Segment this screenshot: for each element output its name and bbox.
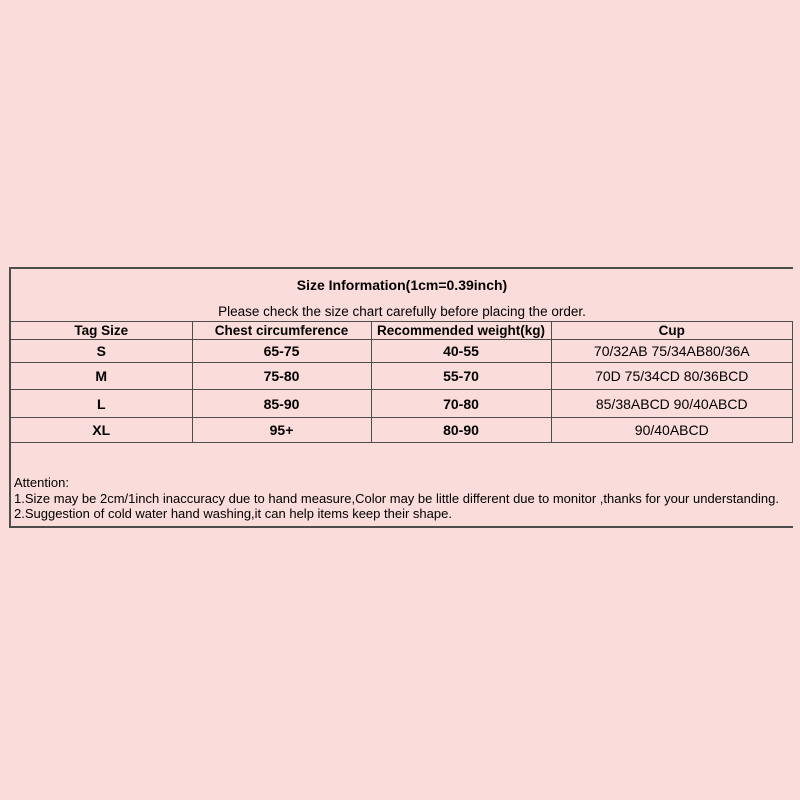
weight-cell: 80-90 (371, 418, 551, 443)
attention-note-2: 2.Suggestion of cold water hand washing,it can help items keep their shape. (14, 506, 452, 521)
tag-size-cell: S (11, 340, 192, 363)
header-cell-tag-size: Tag Size (11, 322, 192, 340)
size-chart-subtitle: Please check the size chart carefully before placing the order. (218, 304, 586, 319)
chest-cell: 65-75 (192, 340, 371, 363)
cup-cell: 70/32AB 75/34AB80/36A (551, 340, 793, 363)
table-row-m (11, 363, 793, 390)
attention-section (11, 443, 793, 522)
table-row-l (11, 390, 793, 418)
size-table (11, 321, 793, 443)
size-chart-title: Size Information(1cm=0.39inch) (296, 277, 508, 293)
weight-cell: 55-70 (371, 363, 551, 390)
size-chart-box (9, 267, 793, 528)
header-cell-chest-circumference: Chest circumference (192, 322, 371, 340)
cup-cell: 85/38ABCD 90/40ABCD (551, 390, 793, 418)
chest-cell: 95+ (192, 418, 371, 443)
weight-cell: 40-55 (371, 340, 551, 363)
chest-cell: 75-80 (192, 363, 371, 390)
size-chart-header (11, 269, 793, 321)
chest-cell: 85-90 (192, 390, 371, 418)
weight-cell: 70-80 (371, 390, 551, 418)
tag-size-cell: XL (11, 418, 192, 443)
header-cell-cup: Cup (551, 322, 793, 340)
attention-heading: Attention: (14, 475, 69, 490)
table-row-s (11, 340, 793, 363)
attention-note-1: 1.Size may be 2cm/1inch inaccuracy due to hand measure,Color may be little different due to monitor ,thanks for your understanding. (14, 490, 780, 506)
tag-size-cell: L (11, 390, 192, 418)
cup-cell: 70D 75/34CD 80/36BCD (551, 363, 793, 390)
cup-cell: 90/40ABCD (551, 418, 793, 443)
header-cell-recommended-weight: Recommended weight(kg) (371, 322, 551, 340)
table-row-xl (11, 418, 793, 443)
size-table-header-row (11, 322, 793, 340)
tag-size-cell: M (11, 363, 192, 390)
